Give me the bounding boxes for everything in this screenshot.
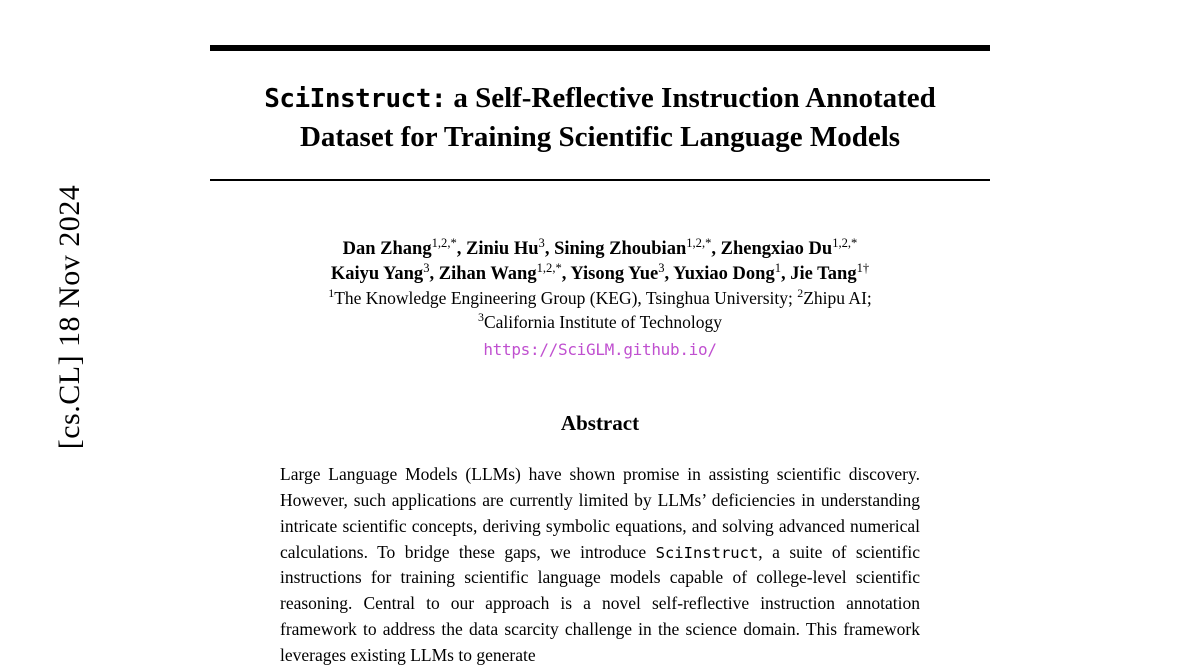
author-name: , Ziniu Hu [456, 239, 539, 260]
author-affil-marker: 3 [538, 236, 545, 251]
author-affil-marker: 1 [774, 261, 782, 276]
author-affil-marker: 1,2,* [431, 236, 457, 251]
author-block [210, 237, 990, 334]
author-affil-marker: 3 [658, 261, 665, 276]
abstract-heading: Abstract [560, 411, 640, 436]
author-name: Kaiyu Yang [330, 264, 424, 285]
abstract-part-2: , a suite of scientific instructions for training scientific language models capable of college-level scientific reasoning. Central to our approach is a novel self-reflective instruction annotation framework to address the data scarcity challenge in the science domain. This framework leverages existing LLMs to generate [280, 541, 920, 665]
affiliation-line-2 [210, 311, 990, 335]
author-name: , Zihan Wang [429, 264, 537, 285]
title-rule-bottom [210, 179, 990, 181]
author-affil-marker: 1† [856, 261, 870, 276]
abstract-text [280, 462, 920, 668]
arxiv-stamp [10, 0, 100, 648]
project-url[interactable] [210, 340, 990, 359]
affiliation-line-1 [210, 287, 990, 311]
author-line-2 [210, 262, 990, 287]
author-affil-marker: 1,2,* [832, 236, 858, 251]
affiliation-text: Zhipu AI; [803, 288, 872, 309]
page-title [210, 79, 990, 157]
author-affil-marker: 1,2,* [536, 261, 562, 276]
arxiv-stamp-text: [cs.CL] 18 Nov 2024 [53, 184, 86, 450]
page-title-mono: SciInstruct: [264, 84, 447, 114]
affiliation-text: California Institute of Technology [483, 311, 722, 332]
title-rule-top [210, 45, 990, 51]
author-name: , Yuxiao Dong [664, 264, 775, 285]
page-title-line2: Dataset for Training Scientific Language Models [299, 121, 901, 154]
author-affil-marker: 3 [423, 261, 430, 276]
author-name: , Sining Zhoubian [544, 239, 687, 260]
project-url-link[interactable]: https://SciGLM.github.io/ [483, 340, 717, 360]
abstract-dataset-name: SciInstruct [655, 543, 759, 562]
author-affil-marker: 1,2,* [686, 236, 712, 251]
affiliation-marker: 2 [797, 286, 804, 301]
author-line-1 [210, 237, 990, 262]
affiliation-text: The Knowledge Engineering Group (KEG), Tsinghua University; [334, 288, 798, 309]
author-name: , Jie Tang [781, 264, 857, 285]
affiliation-marker: 3 [477, 310, 484, 325]
author-name: , Yisong Yue [561, 264, 659, 285]
abstract-part-1: Large Language Models (LLMs) have shown promise in assisting scientific discovery. However, such applications are currently limited by LLMs’ deficiencies in understanding intricate scientific concepts, deriving symbolic equations, and solving advanced numerical calculations. To bridge these gaps, we introduce [280, 464, 920, 562]
author-name: Dan Zhang [342, 239, 432, 260]
paper-column [210, 0, 990, 665]
page-title-rest: a Self-Reflective Instruction Annotated [446, 82, 936, 114]
author-name: , Zhengxiao Du [711, 239, 833, 260]
affiliation-marker: 1 [328, 286, 335, 301]
